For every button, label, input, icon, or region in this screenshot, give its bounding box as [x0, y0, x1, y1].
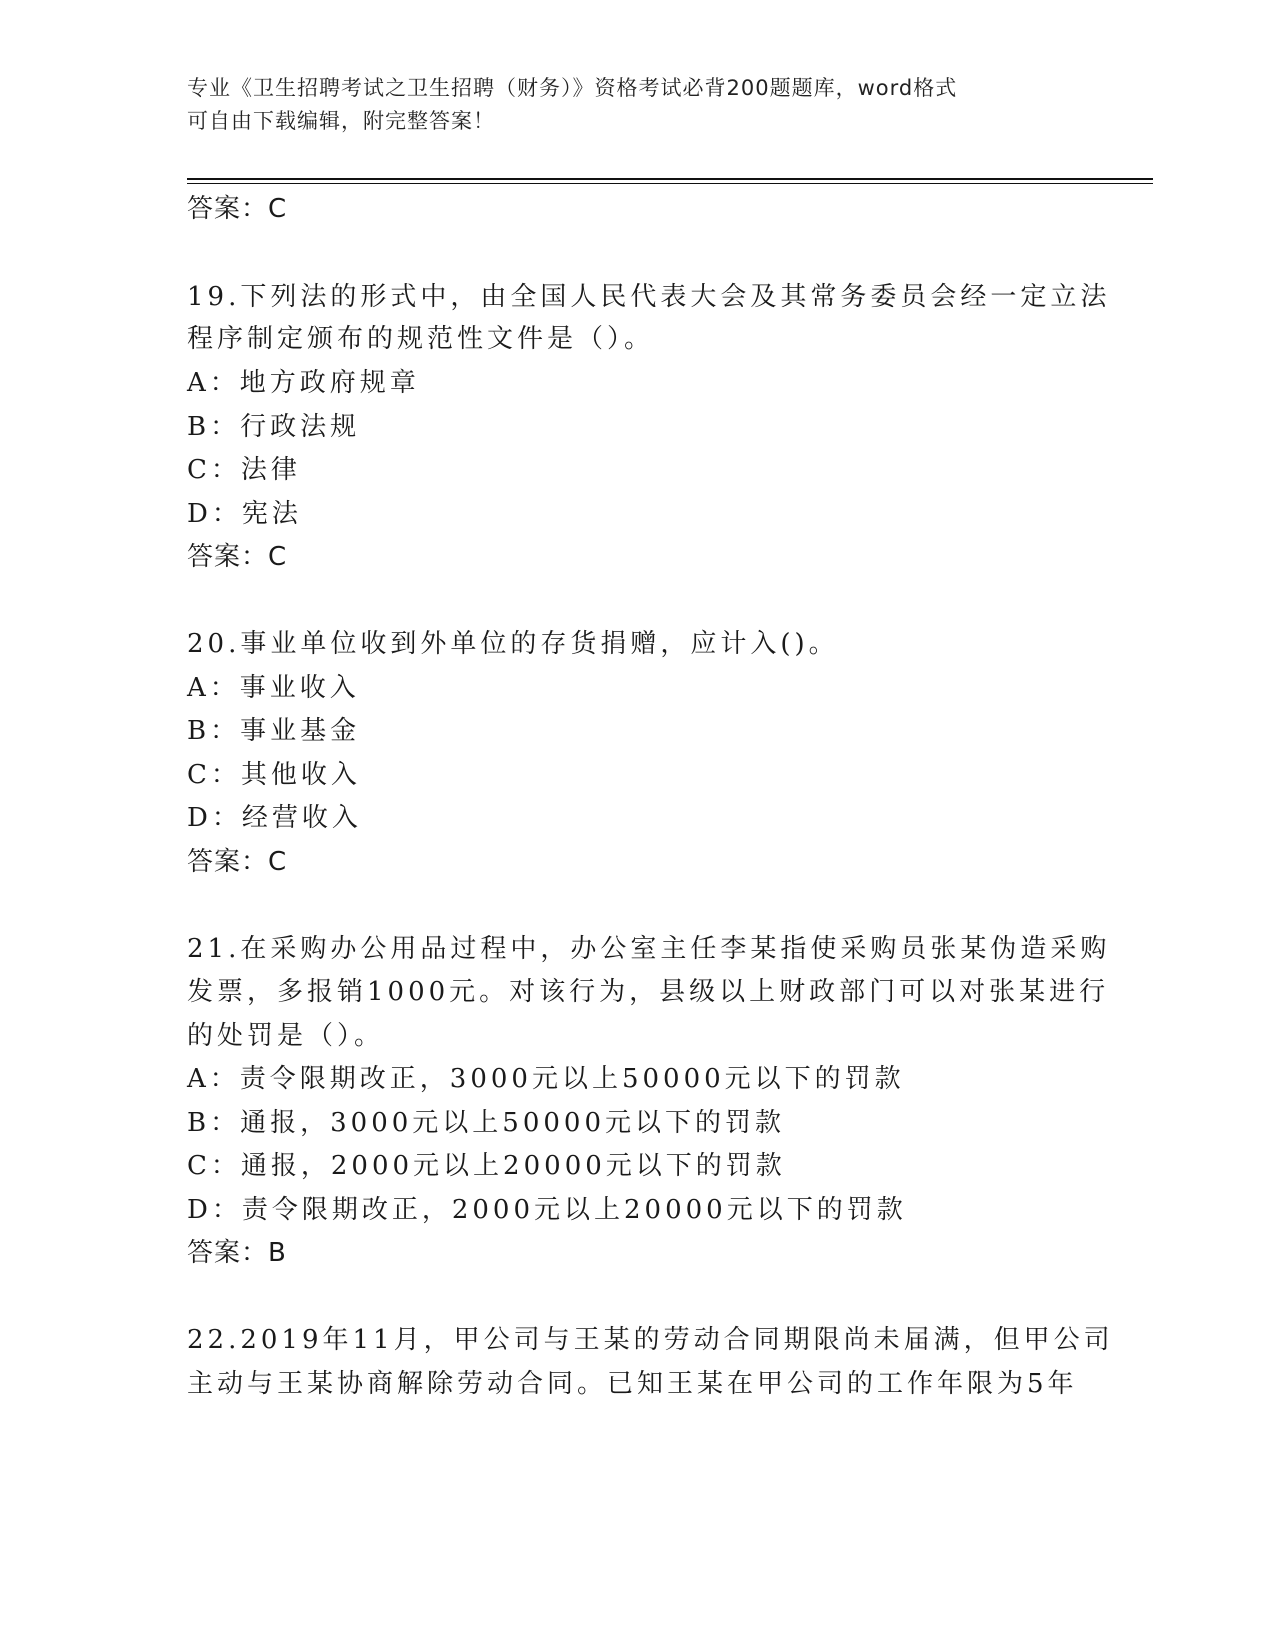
question-20-option-c: C：其他收入	[187, 760, 361, 790]
question-20-option-b: B：事业基金	[187, 716, 361, 746]
question-21-answer: 答案：B	[187, 1238, 287, 1268]
question-20-option-d: D：经营收入	[187, 803, 362, 833]
header-line-1: 专业《卫生招聘考试之卫生招聘（财务）》资格考试必背200题题库，word格式	[187, 76, 958, 100]
question-19-answer: 答案：C	[187, 542, 288, 572]
question-22-text-line-1: 22.2019年11月，甲公司与王某的劳动合同期限尚未届满，但甲公司	[187, 1325, 1114, 1355]
question-21-option-a: A：责令限期改正，3000元以上50000元以下的罚款	[187, 1064, 905, 1094]
question-22-text-line-2: 主动与王某协商解除劳动合同。已知王某在甲公司的工作年限为5年	[187, 1369, 1078, 1399]
document-header	[187, 72, 1067, 138]
question-20-answer: 答案：C	[187, 847, 288, 877]
question-21-text-line-3: 的处罚是（）。	[187, 1021, 385, 1051]
question-19-text-line-1: 19.下列法的形式中，由全国人民代表大会及其常务委员会经一定立法	[187, 282, 1111, 312]
question-21-text-line-1: 21.在采购办公用品过程中，办公室主任李某指使采购员张某伪造采购	[187, 934, 1111, 964]
question-20-text-line-1: 20.事业单位收到外单位的存货捐赠，应计入()。	[187, 629, 839, 659]
header-divider-thin	[187, 183, 1153, 184]
previous-answer: 答案：C	[187, 194, 288, 224]
question-21-text-line-2: 发票，多报销1000元。对该行为，县级以上财政部门可以对张某进行	[187, 977, 1110, 1007]
question-19-option-b: B：行政法规	[187, 412, 361, 442]
question-21-option-c: C：通报，2000元以上20000元以下的罚款	[187, 1151, 786, 1181]
question-19-option-d: D：宪法	[187, 499, 302, 529]
question-19-option-a: A：地方政府规章	[187, 368, 420, 398]
question-20-option-a: A：事业收入	[187, 673, 360, 703]
question-21-option-d: D：责令限期改正，2000元以上20000元以下的罚款	[187, 1195, 907, 1225]
header-line-2: 可自由下载编辑，附完整答案！	[187, 109, 495, 133]
question-21-option-b: B：通报，3000元以上50000元以下的罚款	[187, 1108, 785, 1138]
question-19-option-c: C：法律	[187, 455, 301, 485]
question-19-text-line-2: 程序制定颁布的规范性文件是（）。	[187, 324, 655, 354]
header-divider-thick	[187, 178, 1153, 180]
